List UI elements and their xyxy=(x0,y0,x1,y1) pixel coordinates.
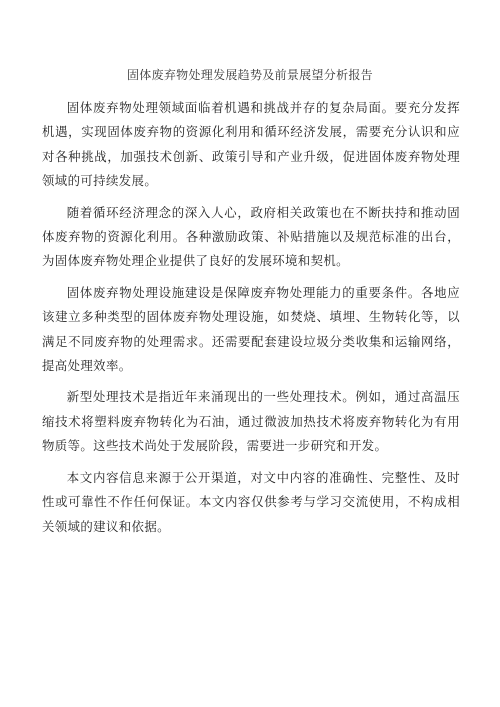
document-title: 固体废弃物处理发展趋势及前景展望分析报告 xyxy=(126,68,373,82)
paragraph-disclaimer: 本文内容信息来源于公开渠道，对文中内容的准确性、完整性、及时性或可靠性不作任何保证。本文内容仅供参考与学习交流使用，不构成相关领域的建议和依据。 xyxy=(42,469,460,534)
paragraph-policy-support: 随着循环经济理念的深入人心，政府相关政策也在不断扶持和推动固体废弃物的资源化利用。各种激励政策、补贴措施以及规范标准的出台，为固体废弃物处理企业提供了良好的发展环境和契机。 xyxy=(42,204,460,269)
paragraph-facility-construction: 固体废弃物处理设施建设是保障废弃物处理能力的重要条件。各地应该建立多种类型的固体废弃物处理设施，如焚烧、填埋、生物转化等，以满足不同废弃物的处理需求。还需要配套建设垃圾分类收集和运输网络，提高处理效率。 xyxy=(42,284,460,374)
document-body xyxy=(42,96,460,546)
paragraph-opportunities-challenges: 固体废弃物处理领域面临着机遇和挑战并存的复杂局面。要充分发挥机遇，实现固体废弃物的资源化利用和循环经济发展，需要充分认识和应对各种挑战，加强技术创新、政策引导和产业升级，促进固体废弃物处理领域的可持续发展。 xyxy=(42,100,460,189)
paragraph-new-technologies: 新型处理技术是指近年来涌现出的一些处理技术。例如，通过高温压缩技术将塑料废弃物转化为石油，通过微波加热技术将废弃物转化为有用物质等。这些技术尚处于发展阶段，需要进一步研究和开发。 xyxy=(42,389,460,454)
